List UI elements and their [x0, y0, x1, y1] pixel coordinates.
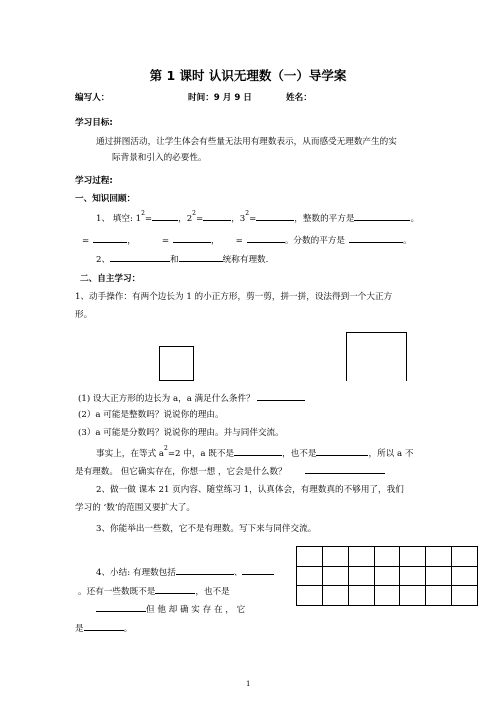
item-2-line-2: 学习的 ‘数’的范围又要扩大了。 — [75, 503, 195, 513]
grid-cell — [452, 586, 478, 606]
grid-cell — [323, 547, 349, 567]
review-q2: 2、 和 统称有理数. — [96, 252, 268, 266]
summary-line-3: 但 他 却 确 实 存 在 ， 它 — [96, 602, 245, 616]
page-number: 1 — [246, 680, 251, 688]
grid-cell — [375, 586, 401, 606]
goal-heading: 学习目标: — [75, 118, 113, 128]
grid-cell — [452, 567, 478, 587]
grid-cell — [375, 547, 401, 567]
grid-cell — [297, 567, 323, 587]
grid-cell — [426, 586, 452, 606]
question-1: (1) 设大正方形的边长为 a，a 满足什么条件？ — [78, 391, 305, 405]
page-title: 第 1 课时 认识无理数（一）导学案 — [149, 68, 347, 83]
question-2: (2）a 可能是整数吗？说说你的理由。 — [78, 410, 224, 420]
process-heading: 学习过程: — [75, 176, 113, 186]
grid-cell — [400, 547, 426, 567]
activity-line-2: 形。 — [75, 310, 93, 320]
grid-cell — [323, 586, 349, 606]
goal-line-1: 通过拼图活动，让学生体会有些量无法用有理数表示，从而感受无理数产生的实 — [96, 137, 397, 147]
item-2-line-1: 2、做一做 课本 21 页内容、随堂练习 1，认真体会，有理数真的不够用了，我们 — [96, 485, 404, 495]
fact-line-1: 事实上，在等式 $a^2=2$ 中，a 既不是 ，也不是 ，所以 a 不 — [96, 445, 414, 459]
large-square-figure — [346, 332, 407, 381]
review-heading: 一、知识回顾： — [75, 194, 136, 204]
review-q1-line1: 1、 填空: $1^2=$ ，$2^2=$ ，$3^2=$ ，整数的平方是 。 — [96, 210, 420, 224]
grid-cell — [297, 586, 323, 606]
answer-grid — [296, 546, 478, 606]
name-label: 姓名： — [286, 93, 312, 103]
grid-cell — [297, 547, 323, 567]
review-q1-line2: = ， = ， = 。分数的平方是 。 — [82, 233, 412, 247]
question-3: (3）a 可能是分数吗？说说你的理由。并与同伴交流。 — [78, 428, 284, 438]
grid-cell — [323, 567, 349, 587]
summary-line-2: 。还有一些数既不是 ，也不是 — [78, 584, 230, 598]
grid-cell — [400, 586, 426, 606]
grid-cell — [426, 567, 452, 587]
grid-cell — [426, 547, 452, 567]
author-label: 编写人： — [75, 93, 110, 103]
grid-cell — [349, 567, 375, 587]
activity-line-1: 1、动手操作：有两个边长为 1 的小正方形，剪一剪，拼一拼，设法得到一个大正方 — [75, 292, 393, 302]
grid-cell — [349, 547, 375, 567]
grid-cell — [400, 567, 426, 587]
goal-line-2: 际背景和引入的必要性。 — [112, 153, 207, 163]
summary-line-1: 4、小结: 有理数包括 、 — [96, 565, 274, 579]
self-study-heading: 二、自主学习： — [80, 274, 141, 284]
item-3: 3、你能举出一些数，它不是有理数。写下来与同伴交流。 — [96, 524, 317, 534]
small-square-figure — [159, 346, 194, 381]
time-label: 时间：9 月 9 日 — [188, 93, 252, 103]
grid-cell — [375, 567, 401, 587]
grid-cell — [349, 586, 375, 606]
grid-cell — [452, 547, 478, 567]
summary-line-4: 是 。 — [75, 621, 132, 635]
fact-line-2: 是有理数。 但它确实存在，你想一想 ，它会是什么数？ — [75, 464, 385, 478]
